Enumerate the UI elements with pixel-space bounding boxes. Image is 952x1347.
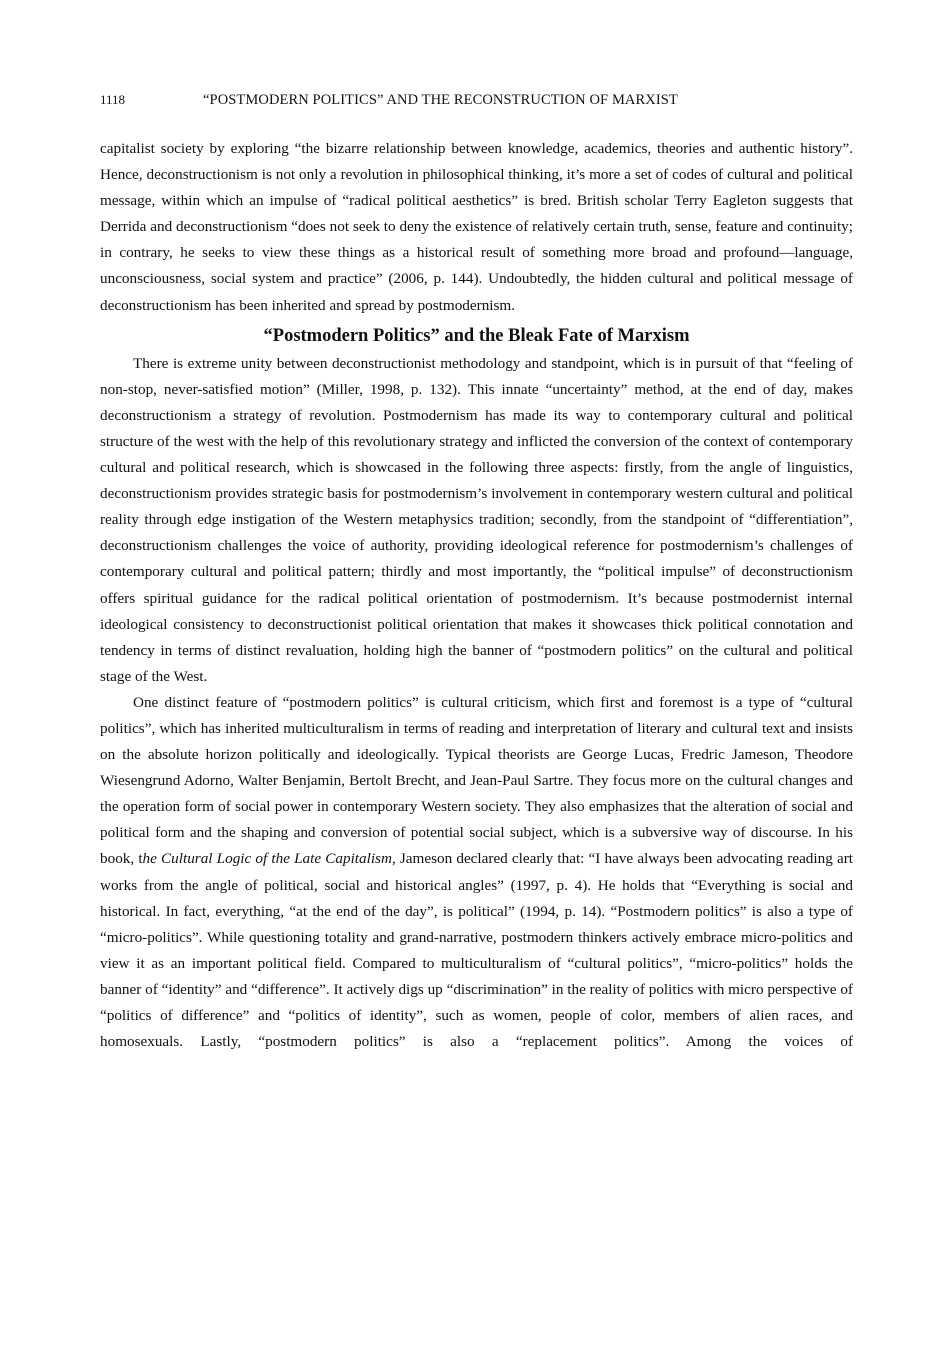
running-title: “POSTMODERN POLITICS” AND THE RECONSTRUCTION OF MARXIST: [203, 92, 678, 108]
page-number: 1118: [100, 92, 126, 107]
book-title: he Cultural Logic of the Late Capitalism: [142, 850, 392, 868]
page: [100, 86, 853, 1055]
section-heading: “Postmodern Politics” and the Bleak Fate of Marxism: [263, 325, 690, 346]
paragraph-cultural-criticism: [100, 690, 853, 1055]
paragraph-unity-methodology: There is extreme unity between deconstructionist methodology and standpoint, which is in pursuit of that “feeling of non-stop, never-satisfied motion” (Miller, 1998, p. 132). This innate “uncertainty” method, at the end of day, makes deconstructionism a strategy of revolution. Postmodernism has made its way to contemporary cultural and political structure of the west with the help of this revolutionary strategy and inflicted the conversion of the context of contemporary cultural and political research, which is showcased in the following three aspects: firstly, from the angle of linguistics, deconstructionism provides strategic basis for postmodernism’s involvement in contemporary western cultural and political reality through edge instigation of the Western metaphysics tradition; secondly, from the standpoint of “differentiation”, deconstructionism challenges the voice of authority, providing ideological reference for postmodernism’s challenges of contemporary cultural and political pattern; thirdly and most importantly, the “political impulse” of deconstructionism offers spiritual guidance for the radical political orientation of postmodernism. It’s because postmodernist internal ideological consistency to deconstructionist political orientation that makes it showcases thick political connotation and tendency in terms of distinct revaluation, holding high the banner of “postmodern politics” on the cultural and political stage of the West.: [100, 354, 853, 685]
paragraph-continued: capitalist society by exploring “the bizarre relationship between knowledge, academics, theories and authentic history”. Hence, deconstructionism is not only a revolution in philosophical thinking, it’s more a set of codes of cultural and political message, within which an impulse of “radical political aesthetics” is bred. British scholar Terry Eagleton suggests that Derrida and deconstructionism “does not seek to deny the existence of relatively certain truth, sense, feature and continuity; in contrary, he seeks to view these things as a historical result of something more broad and profound—language, unconsciousness, social system and practice” (2006, p. 144). Undoubtedly, the hidden cultural and political message of deconstructionism has been inherited and spread by postmodernism.: [100, 140, 853, 314]
running-head: [100, 86, 853, 114]
body-text: [100, 136, 853, 1055]
paragraph-text-before-book-title: One distinct feature of “postmodern politics” is cultural criticism, which first and foremost is a type of “cultural politics”, which has inherited multiculturalism in terms of reading and interpretation of literary and cultural text and insists on the absolute horizon politically and ideologically. Typical theorists are George Lucas, Fredric Jameson, Theodore Wiesengrund Adorno, Walter Benjamin, Bertolt Brecht, and Jean-Paul Sartre. They focus more on the cultural changes and the operation form of social power in contemporary Western society. They also emphasizes that the alteration of social and political form and the shaping and conversion of potential social subject, which is a subversive way of discourse. In his book, t: [100, 693, 853, 868]
paragraph-text-after-book-title: , Jameson declared clearly that: “I have always been advocating reading art works from the angle of political, social and historical angles” (1997, p. 4). He holds that “Everything is social and historical. In fact, everything, “at the end of the day”, is political” (1994, p. 14). “Postmodern politics” is also a type of “micro-politics”. While questioning totality and grand-narrative, postmodern thinkers actively embrace micro-politics and view it as an important political field. Compared to multiculturalism of “cultural politics”, “micro-politics” holds the banner of “identity” and “difference”. It actively digs up “discrimination” in the reality of politics with micro perspective of “politics of difference” and “politics of identity”, such as women, people of color, members of alien races, and homosexuals. Lastly, “postmodern politics” is also a “replacement politics”. Among the voices of: [100, 850, 853, 1051]
